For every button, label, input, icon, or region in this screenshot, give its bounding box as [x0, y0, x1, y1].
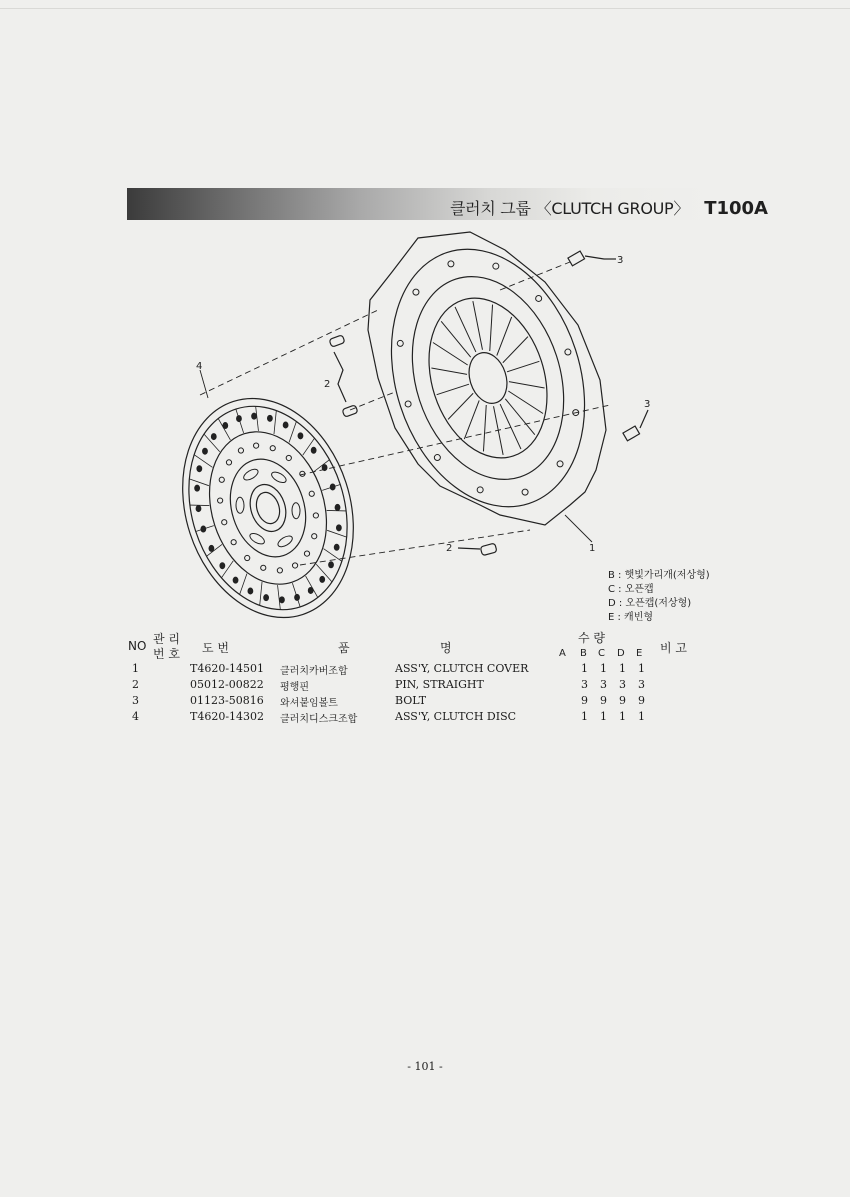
row-qty-e: 1 [638, 662, 645, 675]
row-qty-c: 3 [600, 678, 607, 691]
callout-cover: 1 [589, 543, 596, 554]
callout-pin-lower: 2 [446, 543, 453, 554]
qty-col-d: D [617, 648, 625, 659]
row-name-en: BOLT [395, 694, 427, 707]
row-name-en: PIN, STRAIGHT [395, 678, 484, 691]
row-part-no: 01123-50816 [190, 694, 264, 707]
bolt-top-drawing [568, 251, 616, 266]
page-number: - 101 - [407, 1060, 443, 1073]
row-no: 2 [132, 678, 139, 691]
row-part-no: 05012-00822 [190, 678, 264, 691]
row-part-no: T4620-14501 [190, 662, 265, 675]
callout-disc: 4 [196, 361, 203, 372]
row-qty-d: 3 [619, 678, 626, 691]
header-no: NO [128, 639, 147, 653]
clutch-cover-drawing [360, 224, 617, 532]
row-no: 1 [132, 662, 139, 675]
legend-item: B : 햇빛가리개(저상형) [608, 570, 710, 581]
title-english: 〈CLUTCH GROUP〉 [535, 199, 690, 218]
row-name-ko: 클러치디스크조합 [280, 714, 358, 725]
title-korean: 클러치 그룹 [450, 199, 531, 218]
clutch-disc-drawing [155, 376, 380, 640]
qty-col-c: C [598, 648, 605, 659]
row-name-en: ASS'Y, CLUTCH COVER [395, 662, 529, 675]
row-qty-b: 1 [581, 710, 588, 723]
row-qty-b: 9 [581, 694, 588, 707]
callout-pin-upper: 2 [324, 379, 331, 390]
header-name: 명 [440, 641, 452, 655]
row-name-ko: 와셔붙임볼트 [280, 698, 338, 709]
row-no: 4 [132, 710, 139, 723]
qty-col-b: B [580, 648, 587, 659]
row-qty-e: 9 [638, 694, 645, 707]
header-quantity: 수 량 [578, 631, 605, 645]
row-qty-c: 9 [600, 694, 607, 707]
pin-upper-drawing [329, 335, 358, 417]
model-code: T100A [704, 198, 768, 219]
header-mgmt-bottom: 번 호 [153, 647, 180, 661]
row-qty-d: 1 [619, 710, 626, 723]
qty-col-a: A [559, 648, 566, 659]
row-qty-b: 1 [581, 662, 588, 675]
row-name-en: ASS'Y, CLUTCH DISC [395, 710, 517, 723]
callout-bolt-top: 3 [617, 255, 624, 266]
row-qty-d: 9 [619, 694, 626, 707]
header-remarks: 비 고 [660, 641, 687, 655]
qty-col-e: E [636, 648, 643, 659]
header-part: 품 [338, 641, 350, 655]
legend-item: C : 오픈캡 [608, 584, 654, 595]
legend-item: E : 캐빈형 [608, 612, 654, 623]
row-qty-e: 1 [638, 710, 645, 723]
row-qty-c: 1 [600, 710, 607, 723]
pin-lower-drawing [458, 543, 497, 556]
row-part-no: T4620-14302 [190, 710, 265, 723]
row-qty-e: 3 [638, 678, 645, 691]
variant-legend [608, 569, 710, 625]
header-drawing-no: 도 번 [202, 641, 229, 655]
bolt-right-drawing [623, 410, 648, 441]
callout-bolt-right: 3 [644, 399, 651, 410]
row-name-ko: 평행핀 [280, 682, 309, 693]
row-name-ko: 클러치카버조합 [280, 666, 348, 677]
row-qty-d: 1 [619, 662, 626, 675]
row-qty-b: 3 [581, 678, 588, 691]
legend-item: D : 오픈캡(저상형) [608, 598, 692, 609]
header-mgmt-top: 관 리 [153, 632, 180, 646]
row-qty-c: 1 [600, 662, 607, 675]
row-no: 3 [132, 694, 139, 707]
